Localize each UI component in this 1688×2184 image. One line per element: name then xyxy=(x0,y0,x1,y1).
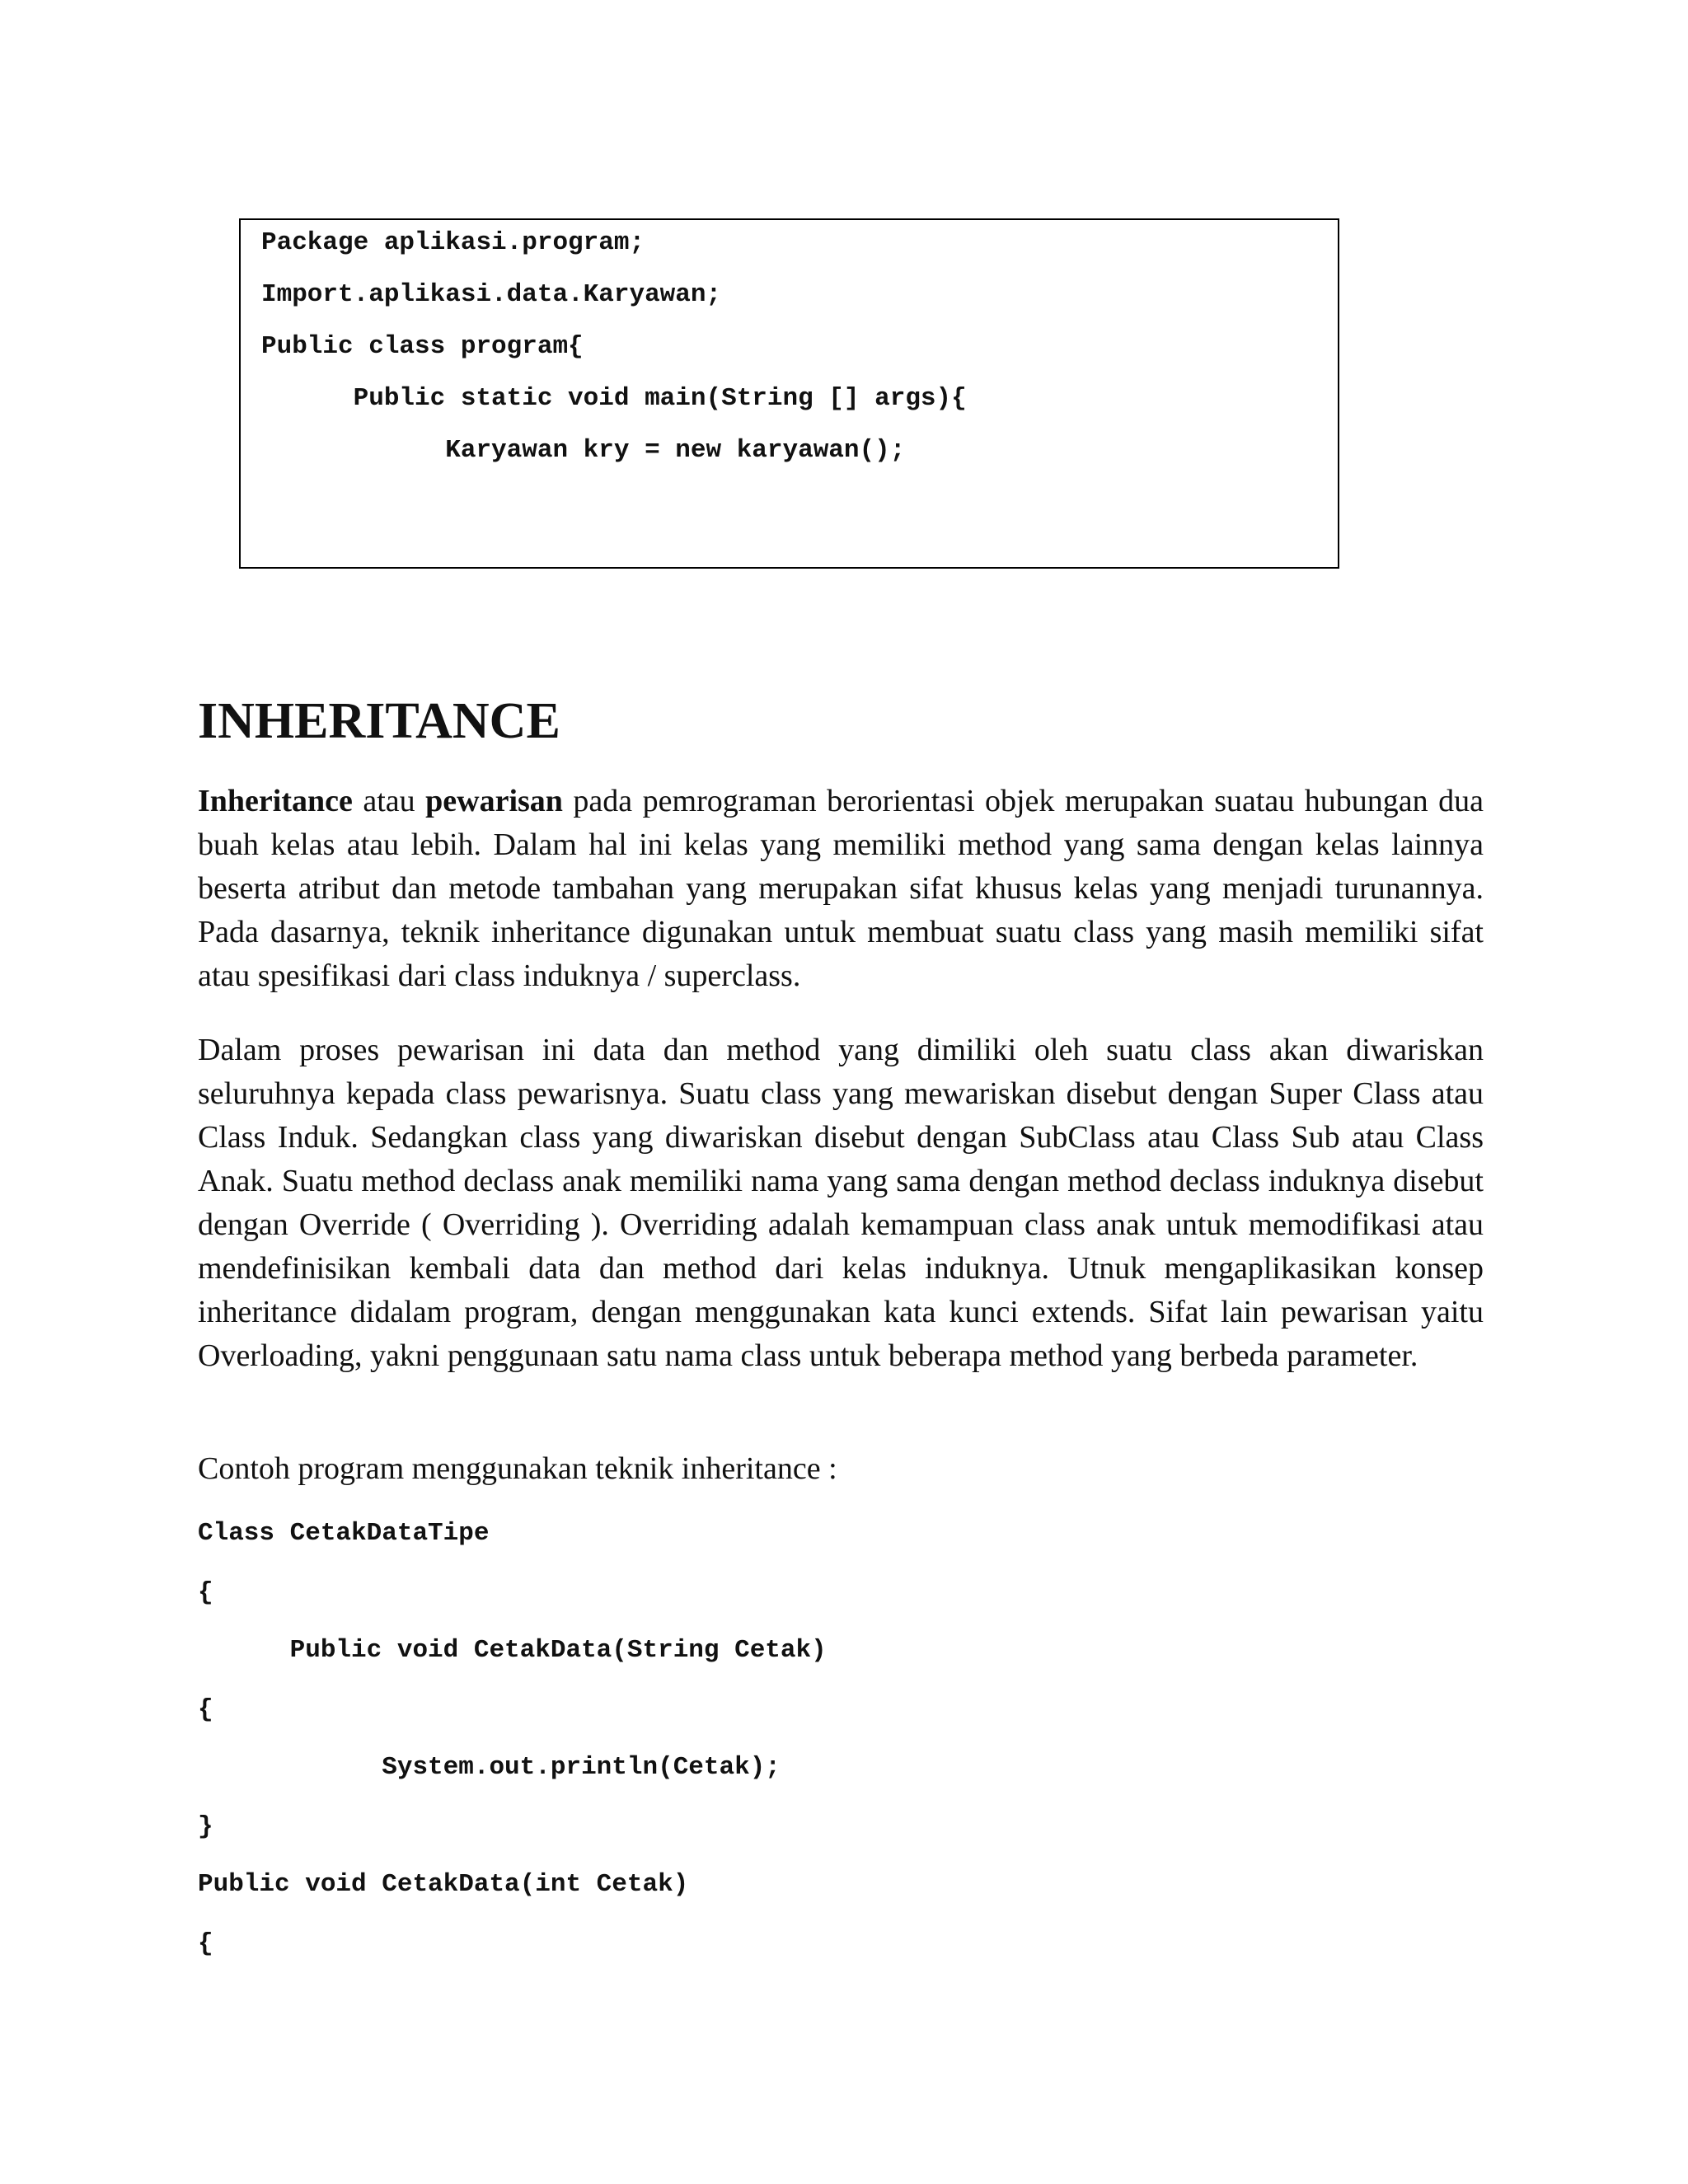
code-box-line: Import.aplikasi.data.Karyawan; xyxy=(261,280,722,309)
code-line: Public void CetakData(int Cetak) xyxy=(198,1870,689,1899)
paragraph-pewarisan: Dalam proses pewarisan ini data dan method yang dimiliki oleh suatu class akan diwariskan seluruhnya kepada class pewarisnya. Suatu class yang mewariskan disebut dengan Super Class atau Class Induk. Sedangkan class yang diwariskan disebut dengan SubClass atau Class Sub atau Class Anak. Suatu method declass anak memiliki nama yang sama dengan method declass induknya disebut dengan Override ( Overriding ). Overriding adalah kemampuan class anak untuk memodifikasi atau mendefinisikan kembali data dan method dari kelas induknya. Utnuk mengaplikasikan konsep inheritance didalam program, dengan menggunakan kata kunci extends. Sifat lain pewarisan yaitu Overloading, yakni penggunaan satu nama class untuk beberapa method yang berbeda parameter. xyxy=(198,1033,1484,1373)
paragraph-example-intro: Contoh program menggunakan teknik inheritance : xyxy=(198,1451,837,1486)
code-line: System.out.println(Cetak); xyxy=(198,1753,781,1782)
paragraph-text: pada pemrograman berorientasi objek merupakan suatau hubungan dua buah kelas atau lebih. Dalam hal ini kelas yang memiliki method yang sama dengan kelas lainnya beserta atribut dan metode tambahan yang merupakan sifat khusus kelas yang menjadi turunannya. Pada dasarnya, teknik inheritance digunakan untuk membuat suatu class yang masih memiliki sifat atau spesifikasi dari class induknya / superclass. xyxy=(198,784,1484,993)
code-box-line: Public static void main(String [] args){ xyxy=(261,384,967,413)
code-box-line: Public class program{ xyxy=(261,332,584,361)
paragraph-intro xyxy=(198,780,1484,998)
code-line: { xyxy=(198,1578,213,1607)
paragraph-text: atau xyxy=(352,784,426,818)
term-pewarisan: pewarisan xyxy=(425,784,563,818)
code-box-line: Package aplikasi.program; xyxy=(261,228,645,257)
code-line: { xyxy=(198,1695,213,1724)
code-box-line: Karyawan kry = new karyawan(); xyxy=(261,436,906,465)
code-line: Public void CetakData(String Cetak) xyxy=(198,1636,827,1665)
code-box xyxy=(239,218,1339,569)
code-line: { xyxy=(198,1929,213,1958)
term-inheritance: Inheritance xyxy=(198,784,353,818)
section-heading: INHERITANCE xyxy=(198,693,560,749)
code-line: Class CetakDataTipe xyxy=(198,1519,490,1548)
code-line: } xyxy=(198,1812,213,1841)
